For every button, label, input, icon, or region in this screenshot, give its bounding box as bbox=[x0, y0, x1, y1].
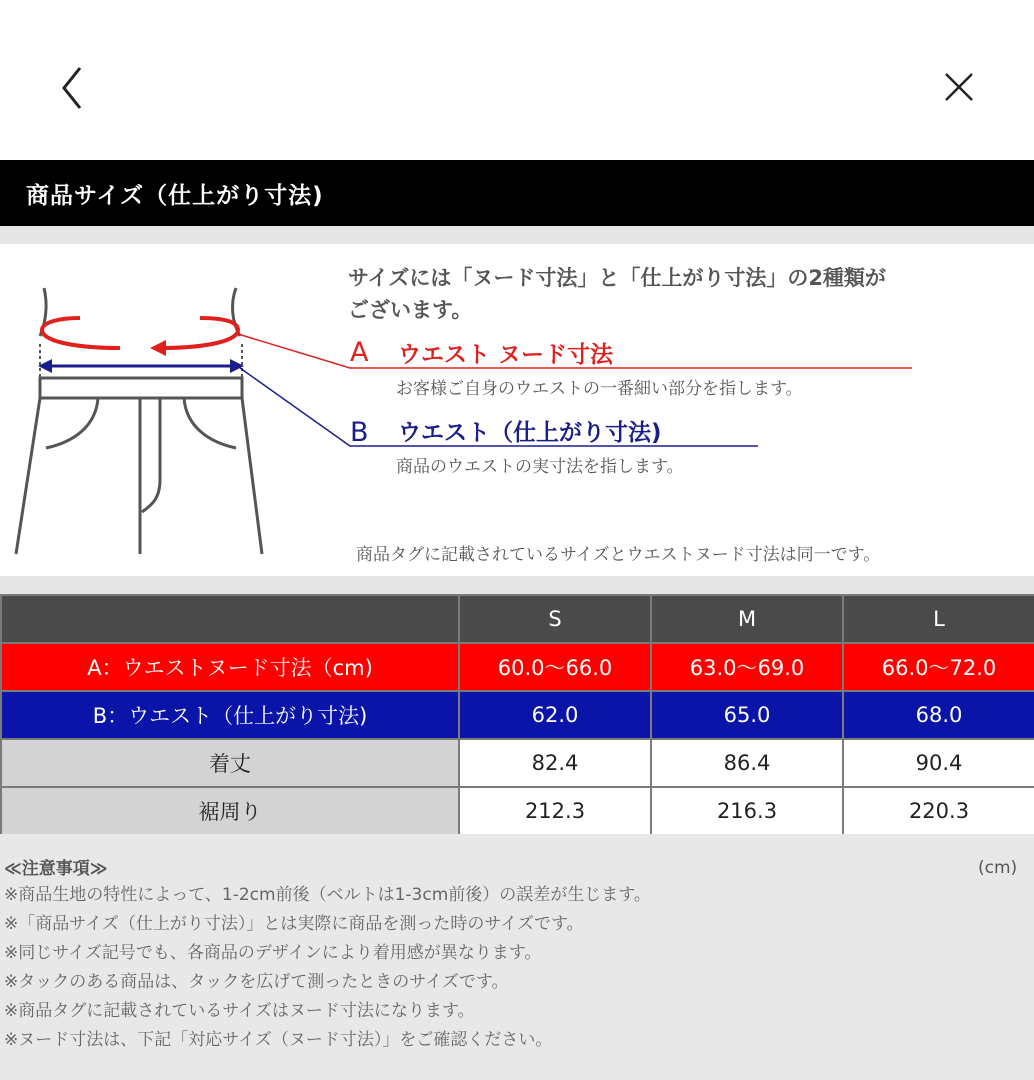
label-b-letter: B bbox=[350, 417, 369, 448]
label-a-letter: A bbox=[350, 337, 369, 368]
unit-label: (cm) bbox=[978, 858, 1018, 878]
table-cell: 63.0〜69.0 bbox=[651, 643, 843, 691]
table-header-row bbox=[1, 595, 1034, 643]
note-line: ※「商品サイズ（仕上がり寸法）」とは実際に商品を測った時のサイズです。 bbox=[4, 914, 584, 934]
table-header-corner bbox=[1, 595, 459, 643]
note-line: ※商品生地の特性によって、1-2cm前後（ベルトは1-3cm前後）の誤差が生じます。 bbox=[4, 885, 651, 905]
tag-size-note: 商品タグに記載されているサイズとウエストヌード寸法は同一です。 bbox=[356, 545, 881, 565]
table-header-cell: L bbox=[843, 595, 1034, 643]
notes-section bbox=[0, 834, 1034, 1080]
row-label: B：ウエスト（仕上がり寸法) bbox=[1, 691, 459, 739]
note-line: ※タックのある商品は、タックを広げて測ったときのサイズです。 bbox=[4, 972, 509, 992]
table-cell: 220.3 bbox=[843, 787, 1034, 835]
label-a-description: お客様ご自身のウエストの一番細い部分を指します。 bbox=[396, 379, 803, 399]
table-cell: 86.4 bbox=[651, 739, 843, 787]
table-row bbox=[1, 739, 1034, 787]
waist-diagram bbox=[0, 244, 1034, 576]
note-line: ※同じサイズ記号でも、各商品のデザインにより着用感が異なります。 bbox=[4, 943, 542, 963]
divider bbox=[0, 226, 1034, 244]
section-title-bar bbox=[0, 160, 1034, 226]
section-title: 商品サイズ（仕上がり寸法) bbox=[26, 183, 324, 209]
top-nav-bar bbox=[0, 0, 1034, 160]
close-icon bbox=[938, 64, 982, 112]
table-row bbox=[1, 691, 1034, 739]
row-label: 裾周り bbox=[1, 787, 459, 835]
table-cell: 68.0 bbox=[843, 691, 1034, 739]
note-line: ※ヌード寸法は、下記「対応サイズ（ヌード寸法）」をご確認ください。 bbox=[4, 1030, 553, 1050]
pants-illustration bbox=[0, 244, 1034, 576]
table-cell: 90.4 bbox=[843, 739, 1034, 787]
table-row bbox=[1, 787, 1034, 835]
close-button[interactable] bbox=[938, 64, 982, 112]
table-header-cell: M bbox=[651, 595, 843, 643]
divider bbox=[0, 576, 1034, 594]
size-table bbox=[0, 594, 1034, 836]
label-b-description: 商品のウエストの実寸法を指します。 bbox=[396, 457, 684, 477]
note-line: ※商品タグに記載されているサイズはヌード寸法になります。 bbox=[4, 1001, 475, 1021]
intro-text-line1: サイズには「ヌード寸法」と「仕上がり寸法」の2種類が bbox=[348, 266, 886, 290]
table-cell: 66.0〜72.0 bbox=[843, 643, 1034, 691]
table-cell: 62.0 bbox=[459, 691, 651, 739]
row-label: A：ウエストヌード寸法（cm) bbox=[1, 643, 459, 691]
table-cell: 60.0〜66.0 bbox=[459, 643, 651, 691]
label-a-title: ウエスト ヌード寸法 bbox=[398, 342, 614, 368]
back-button[interactable] bbox=[52, 62, 96, 114]
chevron-left-icon bbox=[52, 62, 96, 114]
label-b-title: ウエスト（仕上がり寸法) bbox=[398, 420, 662, 446]
table-cell: 65.0 bbox=[651, 691, 843, 739]
row-label: 着丈 bbox=[1, 739, 459, 787]
table-row bbox=[1, 643, 1034, 691]
table-cell: 212.3 bbox=[459, 787, 651, 835]
intro-text-line2: ございます。 bbox=[348, 298, 473, 322]
table-cell: 216.3 bbox=[651, 787, 843, 835]
table-header-cell: S bbox=[459, 595, 651, 643]
table-cell: 82.4 bbox=[459, 739, 651, 787]
notes-title: ≪注意事項≫ bbox=[4, 859, 108, 879]
